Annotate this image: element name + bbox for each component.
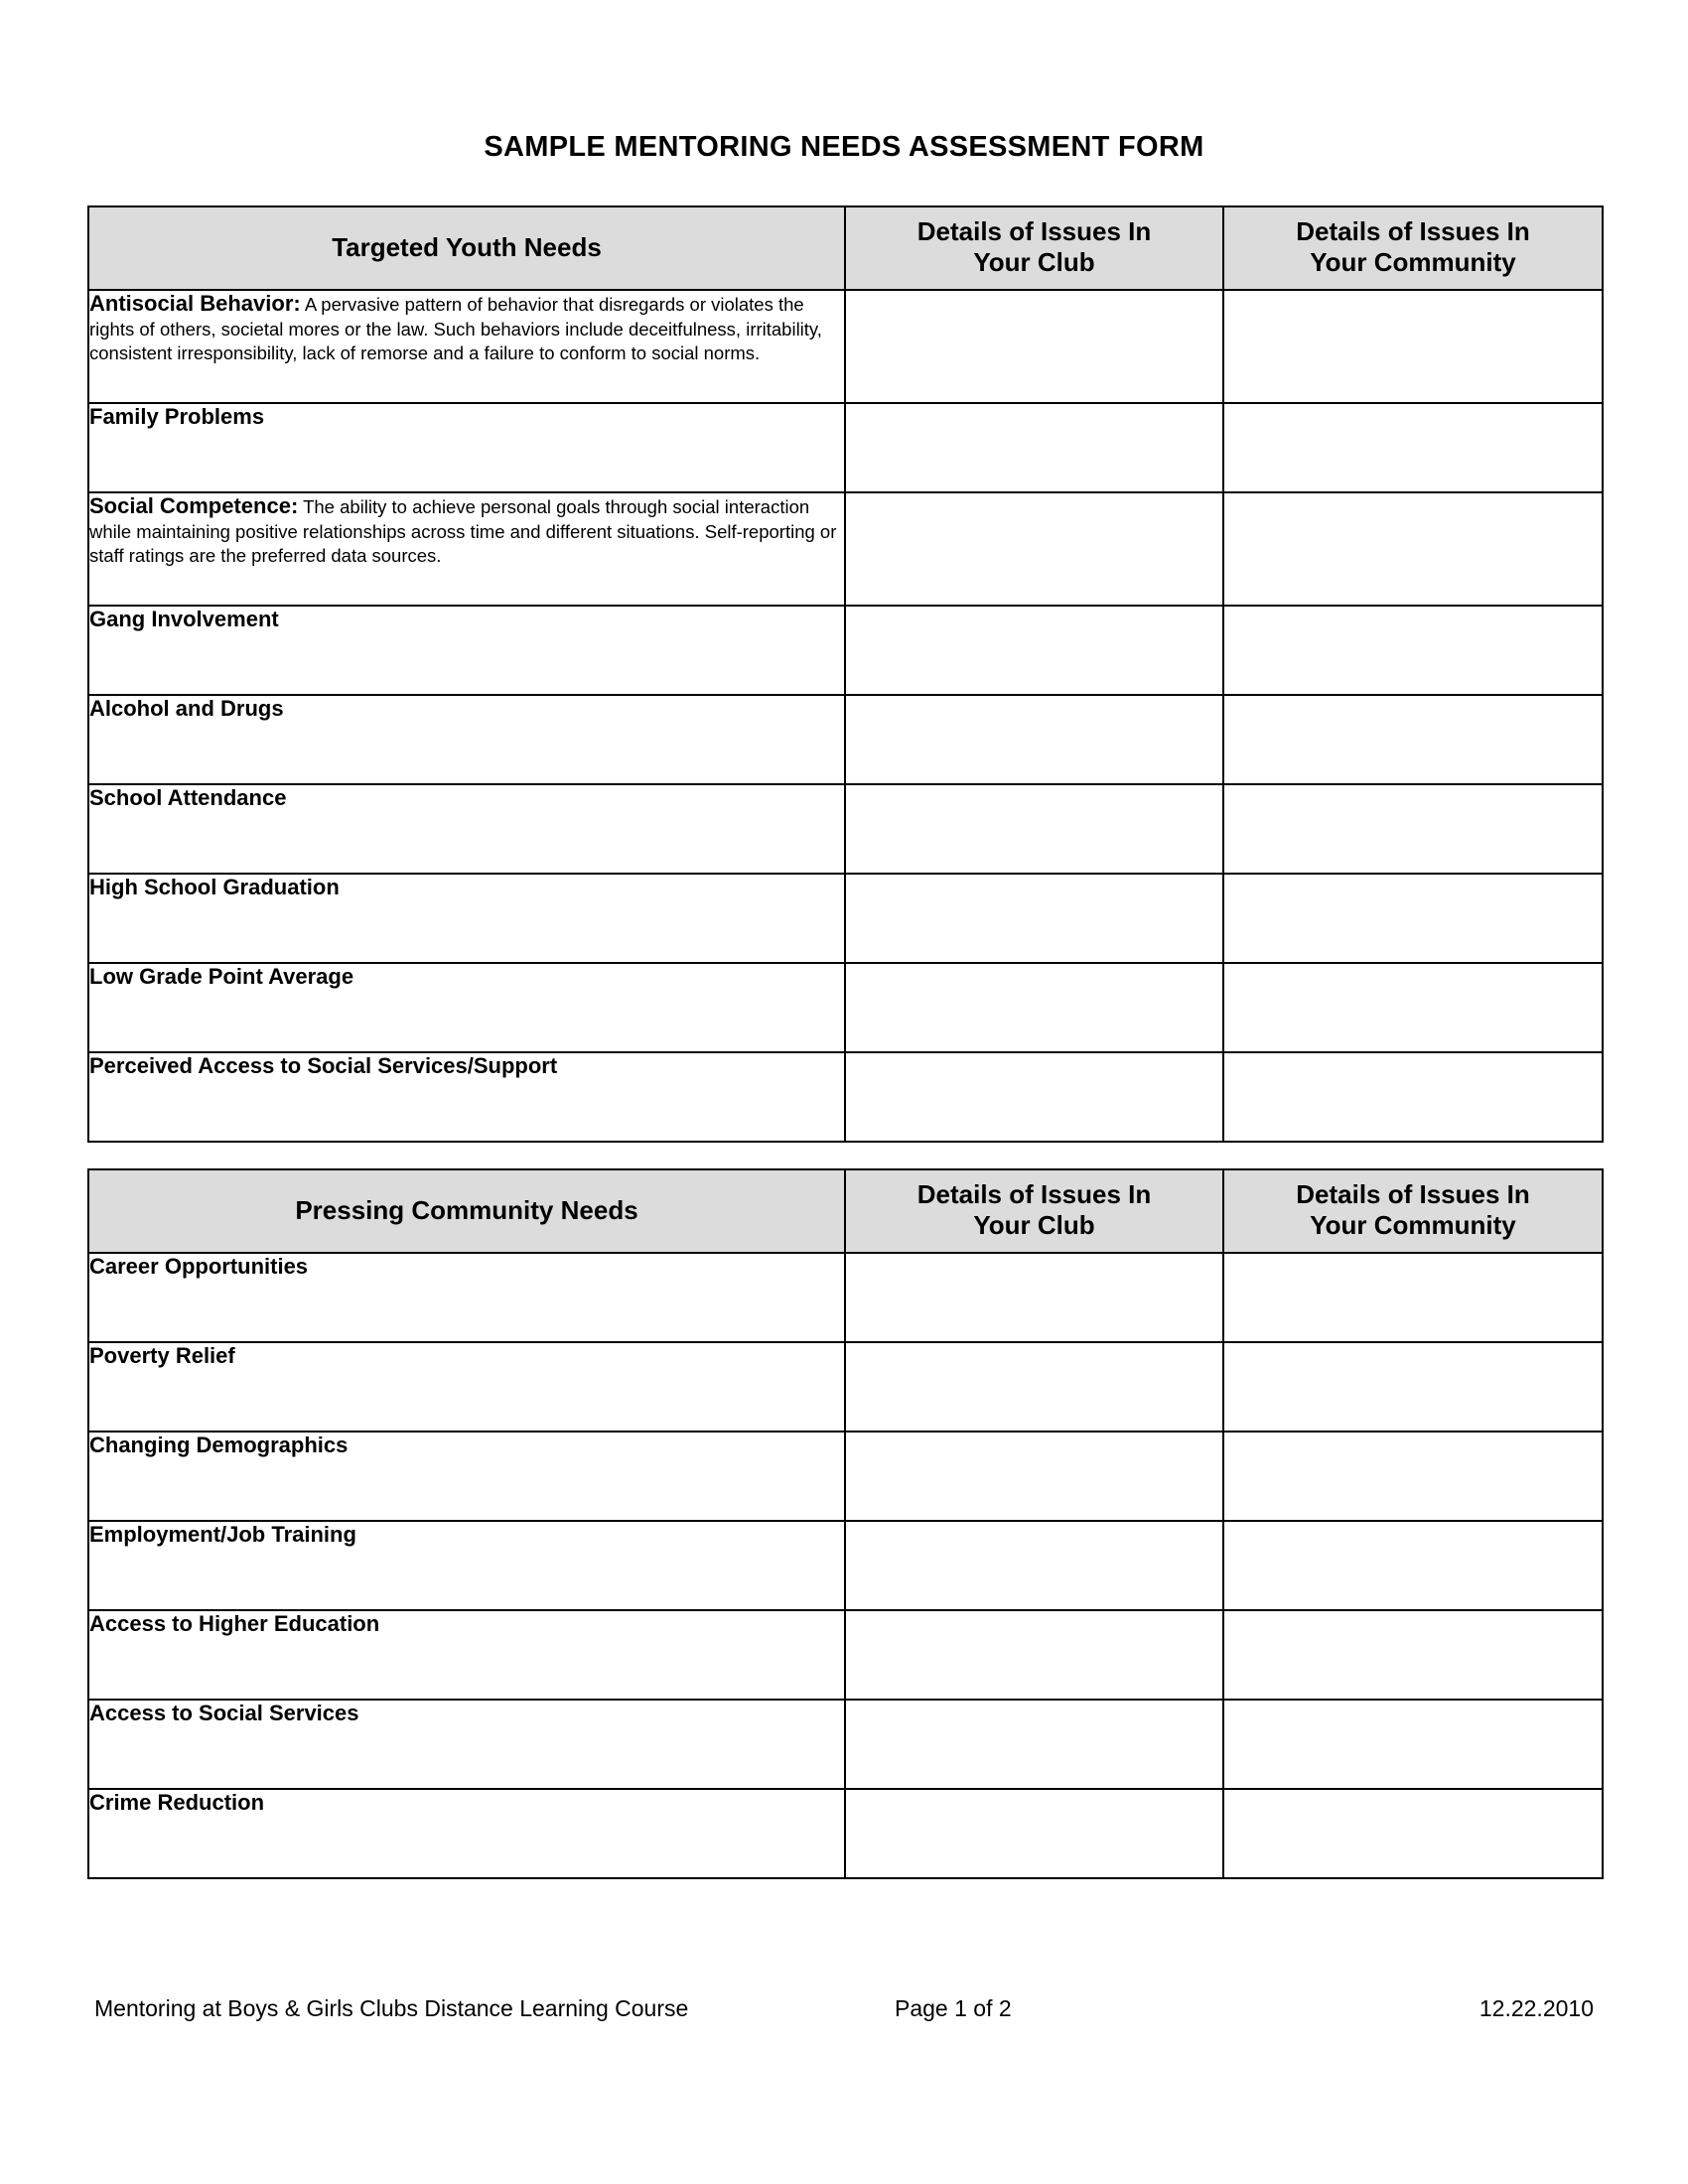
community-details-input[interactable] (1223, 874, 1603, 963)
community-details-input[interactable] (1223, 606, 1603, 695)
table-row (88, 1521, 1603, 1610)
table-separator (87, 1143, 1602, 1168)
club-details-input[interactable] (845, 1521, 1223, 1610)
targeted-youth-needs-table (87, 205, 1604, 1143)
need-title: School Attendance (89, 785, 287, 810)
club-details-input[interactable] (845, 963, 1223, 1052)
need-label-cell (88, 1432, 845, 1521)
need-title: Access to Higher Education (89, 1611, 380, 1636)
club-details-input[interactable] (845, 1610, 1223, 1700)
need-title: Crime Reduction (89, 1790, 265, 1815)
club-details-input[interactable] (845, 784, 1223, 874)
community-details-input[interactable] (1223, 1432, 1603, 1521)
footer-page-number: Page 1 of 2 (895, 1995, 1012, 2021)
need-label-cell (88, 1052, 845, 1142)
table-header-row (88, 206, 1603, 290)
table-row (88, 874, 1603, 963)
table-row (88, 1432, 1603, 1521)
community-details-input[interactable] (1223, 1052, 1603, 1142)
table-row (88, 784, 1603, 874)
club-details-input[interactable] (845, 1253, 1223, 1342)
need-title: Low Grade Point Average (89, 964, 354, 989)
targeted-youth-needs-body (88, 290, 1603, 1142)
pressing-community-needs-table (87, 1168, 1604, 1879)
community-details-input[interactable] (1223, 695, 1603, 784)
club-details-input[interactable] (845, 403, 1223, 492)
need-label-cell (88, 1789, 845, 1878)
need-title: Employment/Job Training (89, 1522, 356, 1547)
table-header-row (88, 1169, 1603, 1253)
club-details-input[interactable] (845, 1342, 1223, 1432)
table-row (88, 1789, 1603, 1878)
column-header-line2: Your Community (1310, 1210, 1516, 1240)
table-row (88, 1253, 1603, 1342)
column-header-line2: Your Club (973, 247, 1095, 277)
column-header-details-your-community (1223, 206, 1603, 290)
need-label-cell (88, 1610, 845, 1700)
pressing-community-needs-body (88, 1253, 1603, 1878)
community-details-input[interactable] (1223, 784, 1603, 874)
need-title: Antisocial Behavior: (89, 291, 301, 316)
club-details-input[interactable] (845, 874, 1223, 963)
club-details-input[interactable] (845, 1432, 1223, 1521)
need-title: High School Graduation (89, 875, 340, 899)
footer-date: 12.22.2010 (1478, 1995, 1594, 2021)
table-row (88, 695, 1603, 784)
need-label-cell (88, 492, 845, 606)
club-details-input[interactable] (845, 290, 1223, 403)
club-details-input[interactable] (845, 695, 1223, 784)
table-row (88, 606, 1603, 695)
table-row (88, 963, 1603, 1052)
footer-course-name: Mentoring at Boys & Girls Clubs Distance Learning Course (94, 1995, 689, 2021)
table-row (88, 492, 1603, 606)
club-details-input[interactable] (845, 1700, 1223, 1789)
column-header-details-your-club (845, 1169, 1223, 1253)
column-header-line1: Details of Issues In (916, 216, 1152, 247)
need-title: Poverty Relief (89, 1343, 235, 1368)
need-label-cell (88, 695, 845, 784)
table-row (88, 1610, 1603, 1700)
need-label-cell (88, 784, 845, 874)
community-details-input[interactable] (1223, 1521, 1603, 1610)
community-details-input[interactable] (1223, 1700, 1603, 1789)
need-label-cell (88, 606, 845, 695)
need-title: Social Competence: (89, 493, 299, 518)
community-details-input[interactable] (1223, 1610, 1603, 1700)
community-details-input[interactable] (1223, 963, 1603, 1052)
need-label-cell (88, 403, 845, 492)
forms-container (87, 205, 1602, 1879)
need-title: Access to Social Services (89, 1701, 359, 1725)
need-description: A pervasive pattern of behavior that disregards or violates the rights of others, societal mores or the law. Such behaviors include deceitfulness, irritability, consistent irresponsibility, lack of remorse and a failure to conform to social norms. (89, 294, 822, 363)
column-header-line2: Your Club (973, 1210, 1095, 1240)
community-details-input[interactable] (1223, 290, 1603, 403)
column-header-details-your-community (1223, 1169, 1603, 1253)
need-title: Family Problems (89, 404, 265, 429)
column-header-pressing-community-needs: Pressing Community Needs (88, 1169, 845, 1253)
need-title: Gang Involvement (89, 607, 279, 631)
column-header-line1: Details of Issues In (1296, 1179, 1530, 1210)
need-label-cell (88, 290, 845, 403)
community-details-input[interactable] (1223, 1342, 1603, 1432)
page-title: SAMPLE MENTORING NEEDS ASSESSMENT FORM (484, 131, 1204, 163)
club-details-input[interactable] (845, 1789, 1223, 1878)
need-title: Career Opportunities (89, 1254, 309, 1279)
table-row (88, 1342, 1603, 1432)
page-footer (94, 1995, 1594, 2029)
column-header-targeted-youth-needs: Targeted Youth Needs (88, 206, 845, 290)
table-row (88, 1700, 1603, 1789)
need-label-cell (88, 1700, 845, 1789)
community-details-input[interactable] (1223, 403, 1603, 492)
column-header-details-your-club (845, 206, 1223, 290)
community-details-input[interactable] (1223, 1789, 1603, 1878)
club-details-input[interactable] (845, 1052, 1223, 1142)
club-details-input[interactable] (845, 606, 1223, 695)
column-header-line2: Your Community (1310, 247, 1516, 277)
table-row (88, 290, 1603, 403)
club-details-input[interactable] (845, 492, 1223, 606)
column-header-line1: Details of Issues In (916, 1179, 1152, 1210)
column-header-line1: Details of Issues In (1296, 216, 1530, 247)
community-details-input[interactable] (1223, 492, 1603, 606)
need-title: Alcohol and Drugs (89, 696, 284, 721)
need-label-cell (88, 1521, 845, 1610)
need-label-cell (88, 963, 845, 1052)
need-label-cell (88, 874, 845, 963)
need-label-cell (88, 1253, 845, 1342)
need-description: The ability to achieve personal goals through social interaction while maintaining positive relationships across time and different situations. Self-reporting or staff ratings are the preferred data sources. (89, 496, 837, 566)
need-title: Perceived Access to Social Services/Support (89, 1053, 558, 1078)
need-label-cell (88, 1342, 845, 1432)
community-details-input[interactable] (1223, 1253, 1603, 1342)
need-title: Changing Demographics (89, 1433, 349, 1457)
table-row (88, 1052, 1603, 1142)
table-row (88, 403, 1603, 492)
